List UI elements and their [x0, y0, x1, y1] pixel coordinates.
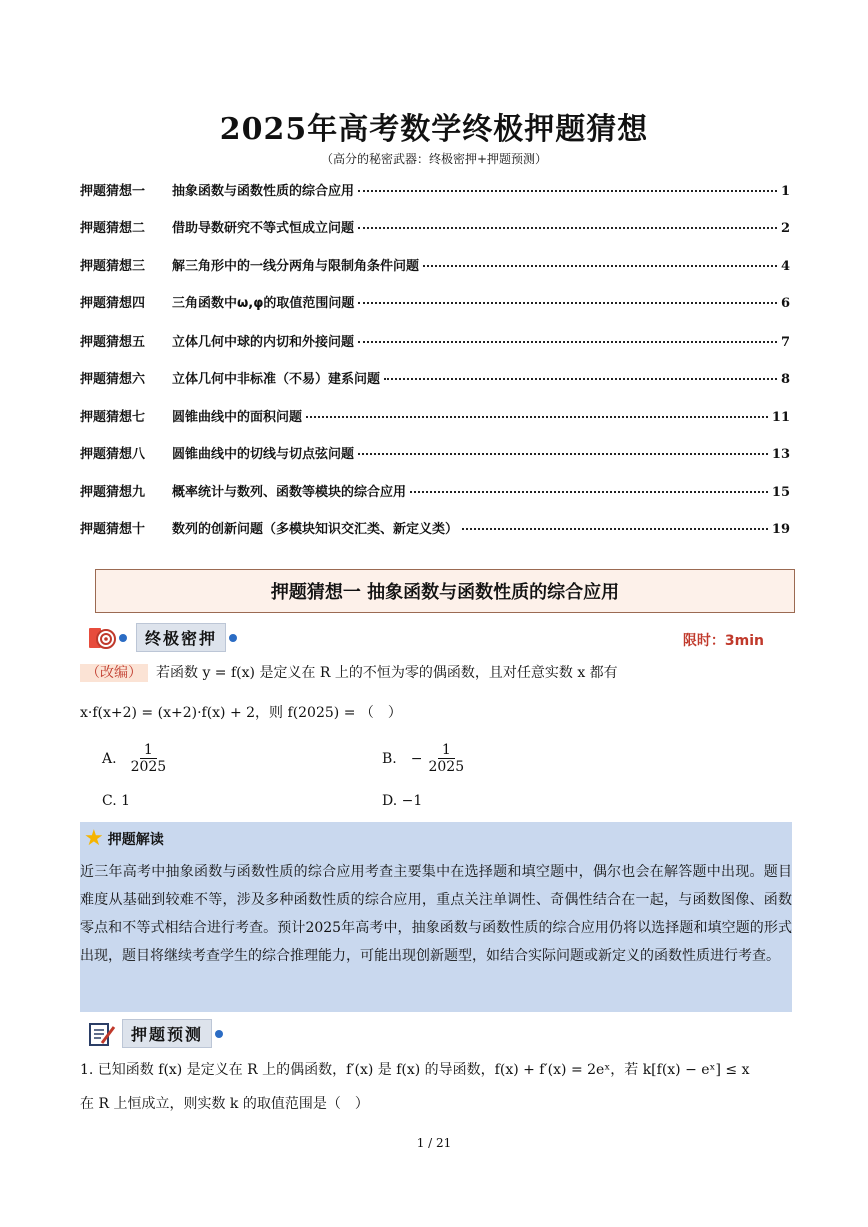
fraction — [131, 742, 167, 775]
toc-title: 圆锥曲线中的切线与切点弦问题 — [172, 447, 355, 462]
toc-label: 押题猜想九 — [80, 485, 146, 500]
prediction-badge — [88, 1019, 226, 1048]
option-label: B. — [382, 750, 397, 767]
toc-title: 解三角形中的一线分两角与限制角条件问题 — [172, 259, 420, 274]
question-line-1 — [80, 661, 792, 685]
toc-page-number: 8 — [780, 372, 790, 387]
option-a — [102, 742, 166, 775]
interpretation-title: 押题解读 — [107, 831, 164, 848]
toc-page-number: 15 — [771, 485, 790, 500]
target-icon — [88, 625, 116, 651]
time-limit: 限时：3min — [682, 633, 764, 649]
toc-leader-dots — [358, 227, 777, 229]
toc-title: 圆锥曲线中的面积问题 — [172, 410, 303, 425]
toc-entry[interactable] — [80, 292, 790, 311]
toc-leader-dots — [358, 341, 777, 343]
badge-label: 押题预测 — [122, 1019, 212, 1048]
toc-entry[interactable] — [80, 518, 790, 537]
toc-entry[interactable] — [80, 443, 790, 462]
toc-leader-dots — [306, 416, 768, 418]
toc-page-number: 6 — [780, 296, 790, 311]
adapted-tag: （改编） — [80, 664, 148, 682]
toc-title: 数列的创新问题（多模块知识交汇类、新定义类） — [172, 522, 459, 537]
option-b — [382, 742, 464, 775]
numerator: 1 — [438, 742, 455, 759]
toc-leader-dots — [423, 265, 777, 267]
notebook-pen-icon — [88, 1021, 116, 1047]
toc-label: 押题猜想三 — [80, 259, 146, 274]
toc-leader-dots — [410, 491, 768, 493]
toc-title: 概率统计与数列、函数等模块的综合应用 — [172, 485, 407, 500]
toc-entry[interactable] — [80, 481, 790, 500]
toc-label: 押题猜想六 — [80, 372, 146, 387]
toc-page-number: 13 — [771, 447, 790, 462]
toc-title: 立体几何中球的内切和外接问题 — [172, 335, 355, 350]
toc-entry[interactable] — [80, 406, 790, 425]
numerator: 1 — [140, 742, 157, 759]
minus-sign: − — [410, 750, 423, 767]
toc-page-number: 11 — [771, 410, 790, 425]
toc-leader-dots — [384, 378, 777, 380]
toc-page-number: 19 — [771, 522, 790, 537]
toc-title: 三角函数中ω,φ的取值范围问题 — [172, 296, 355, 311]
badge-label: 终极密押 — [136, 623, 226, 652]
toc-leader-dots — [358, 190, 777, 192]
question-text: 若函数 y = f(x) 是定义在 R 上的不恒为零的偶函数，且对任意实数 x 都有 — [156, 665, 618, 681]
toc-entry[interactable] — [80, 368, 790, 387]
toc-title: 立体几何中非标准（不易）建系问题 — [172, 372, 381, 387]
toc-page-number: 7 — [780, 335, 790, 350]
toc-page-number: 4 — [780, 259, 790, 274]
toc-label: 押题猜想四 — [80, 296, 146, 311]
toc-leader-dots — [358, 453, 768, 455]
toc-label: 押题猜想五 — [80, 335, 146, 350]
toc-title: 抽象函数与函数性质的综合应用 — [172, 184, 355, 199]
interpretation-text: 近三年高考中抽象函数与函数性质的综合应用考查主要集中在选择题和填空题中，偶尔也会在解答题中出现。题目难度从基础到较难不等，涉及多种函数性质的综合应用，重点关注单调性、奇偶性结合在一起，与函数图像、函数零点和不等式相结合进行考查。预计2025年高考中，抽象函数与函数性质的综合应用仍将以选择题和填空题的形式出现，题目将继续考查学生的综合推理能力，可能出现创新题型，如结合实际问题或新定义的函数性质进行考查。 — [80, 864, 792, 964]
toc-label: 押题猜想七 — [80, 410, 146, 425]
page-number: 1 / 21 — [416, 1136, 452, 1150]
option-c: C. 1 — [102, 793, 131, 809]
document-subtitle: （高分的秘密武器：终极密押+押题预测） — [320, 152, 548, 166]
toc-label: 押题猜想十 — [80, 522, 146, 537]
toc-title: 借助导数研究不等式恒成立问题 — [172, 221, 355, 236]
option-label: A. — [102, 750, 117, 767]
toc-entry[interactable] — [80, 331, 790, 350]
badge-dot — [229, 634, 237, 642]
denominator: 2025 — [428, 759, 465, 775]
fraction — [428, 742, 464, 775]
question-line-2: x·f(x+2) = (x+2)·f(x) + 2，则 f(2025) = （ ） — [80, 705, 402, 721]
toc-page-number: 1 — [780, 184, 790, 199]
interpretation-heading — [84, 826, 164, 851]
section-heading: 押题猜想一 抽象函数与函数性质的综合应用 — [95, 569, 795, 613]
toc-label: 押题猜想二 — [80, 221, 146, 236]
option-d: D. −1 — [382, 793, 423, 809]
problem-1-line-1: 1. 已知函数 f(x) 是定义在 R 上的偶函数，f′(x) 是 f(x) 的导函数，f(x) + f′(x) = 2eˣ，若 k[f(x) − eˣ] ≤ x — [80, 1062, 750, 1078]
toc-page-number: 2 — [780, 221, 790, 236]
toc-leader-dots — [358, 302, 777, 304]
denominator: 2025 — [130, 759, 167, 775]
toc-entry[interactable] — [80, 180, 790, 199]
star-icon: ★ — [84, 826, 104, 851]
toc-leader-dots — [462, 528, 768, 530]
toc-entry[interactable] — [80, 255, 790, 274]
final-prediction-badge — [88, 623, 240, 652]
toc-label: 押题猜想八 — [80, 447, 146, 462]
badge-dot — [119, 634, 127, 642]
problem-1-line-2: 在 R 上恒成立，则实数 k 的取值范围是（ ） — [80, 1096, 369, 1112]
toc-label: 押题猜想一 — [80, 184, 146, 199]
badge-dot — [215, 1030, 223, 1038]
document-title: 2025年高考数学终极押题猜想 — [219, 112, 649, 147]
toc-entry[interactable] — [80, 217, 790, 236]
